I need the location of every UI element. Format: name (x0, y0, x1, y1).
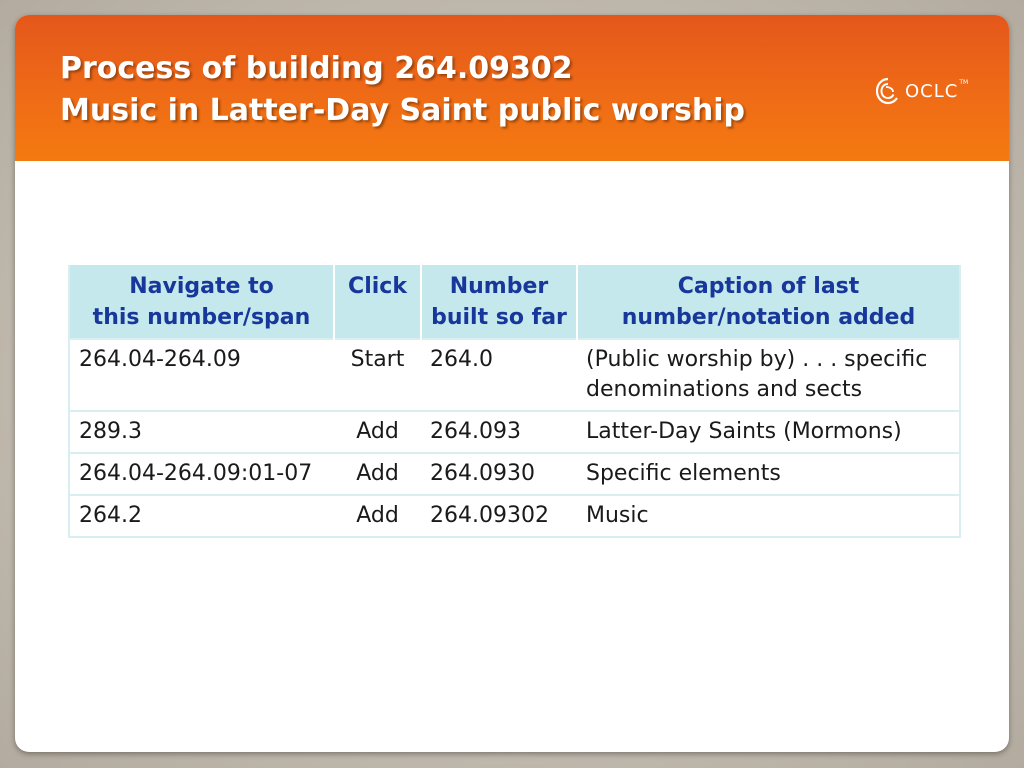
oclc-logo-trademark: TM (959, 79, 969, 86)
cell-caption: (Public worship by) . . . specific denominations and sects (577, 339, 960, 411)
header-caption-line-2: number/notation added (621, 305, 916, 330)
cell-navigate: 264.2 (69, 495, 334, 537)
table-row (69, 411, 960, 453)
header-number (421, 265, 577, 339)
slide (15, 15, 1009, 752)
cell-caption: Music (577, 495, 960, 537)
cell-click: Add (334, 453, 421, 495)
cell-caption: Specific elements (577, 453, 960, 495)
cell-number: 264.093 (421, 411, 577, 453)
cell-number: 264.0 (421, 339, 577, 411)
slide-title-line-1: Process of building 264.09302 (60, 51, 573, 86)
cell-navigate: 289.3 (69, 411, 334, 453)
cell-click: Add (334, 411, 421, 453)
slide-title (60, 48, 745, 132)
table-row (69, 453, 960, 495)
cell-navigate: 264.04-264.09:01-07 (69, 453, 334, 495)
header-number-line-1: Number (449, 274, 549, 299)
oclc-logo-icon (873, 76, 903, 106)
slide-title-line-2: Music in Latter-Day Saint public worship (60, 93, 745, 128)
cell-click: Start (334, 339, 421, 411)
table-row (69, 339, 960, 411)
cell-caption: Latter-Day Saints (Mormons) (577, 411, 960, 453)
cell-navigate: 264.04-264.09 (69, 339, 334, 411)
header-click-line-1: Click (348, 274, 407, 299)
process-table (68, 265, 961, 538)
oclc-logo (873, 75, 968, 107)
slide-header (15, 15, 1009, 161)
header-navigate-line-2: this number/span (92, 305, 311, 330)
oclc-logo-text: OCLC (905, 80, 959, 102)
header-caption-line-1: Caption of last (677, 274, 860, 299)
cell-number: 264.0930 (421, 453, 577, 495)
header-number-line-2: built so far (431, 305, 567, 330)
header-caption (577, 265, 960, 339)
cell-number: 264.09302 (421, 495, 577, 537)
header-navigate-line-1: Navigate to (129, 274, 274, 299)
header-click (334, 265, 421, 339)
table-header-row (69, 265, 960, 339)
header-navigate (69, 265, 334, 339)
cell-click: Add (334, 495, 421, 537)
table-row (69, 495, 960, 537)
